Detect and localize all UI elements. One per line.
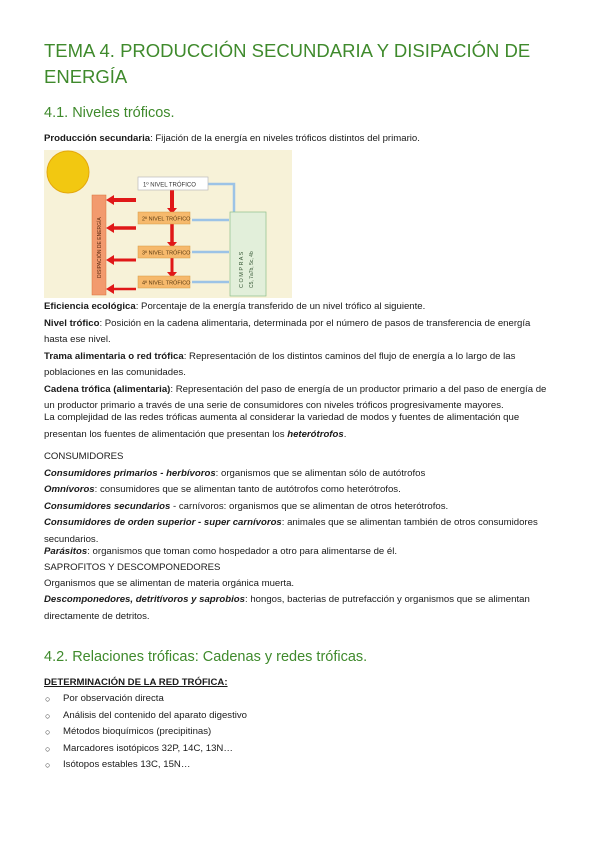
consumidores-secundarios <box>44 499 556 516</box>
trophic-levels-diagram <box>44 150 292 298</box>
parasitos <box>44 544 556 561</box>
energy-dissipation-label: DISIPACIÓN DE ENERGÍA <box>97 217 103 278</box>
list-item-text: Marcadores isotópicos 32P, 14C, 13N… <box>63 742 233 754</box>
section-heading-relaciones: 4.2. Relaciones tróficas: Cadenas y redes tróficas. <box>44 649 368 665</box>
emphasis: heterótrofos <box>287 428 344 440</box>
def-eficiencia-ecologica <box>44 299 556 316</box>
end: . <box>343 428 347 440</box>
definition: : organismos que toman como hospedador a otro para alimentarse de él. <box>87 546 398 557</box>
determinacion-heading: DETERMINACIÓN DE LA RED TRÓFICA: <box>44 677 228 688</box>
definition: : organismos que se alimentan sólo de autótrofos <box>215 467 426 479</box>
consumidores-heading: CONSUMIDORES <box>44 451 124 462</box>
list-item <box>44 757 544 774</box>
level-label-3: 3º NIVEL TRÓFICO <box>142 250 191 257</box>
consumidores-primarios <box>44 466 556 483</box>
section-heading-niveles: 4.1. Niveles tróficos. <box>44 105 175 121</box>
definition: : Fijación de la energía en niveles tróficos distintos del primario. <box>150 133 420 144</box>
def-produccion-secundaria <box>44 131 556 148</box>
list-item-text: Isótopos estables 13C, 15N… <box>63 759 191 770</box>
def-nivel-trofico <box>44 316 556 349</box>
term: Cadena trófica (alimentaria) <box>44 383 171 395</box>
text: La complejidad de las redes tróficas aumenta al considerar la variedad de modos y fuentes de alimentación que presentan los fuentes de alimentación que presentan los <box>44 412 520 440</box>
definition: : hongos, bacterias de putrefacción y organismos que se alimentan directamente de detritos. <box>44 594 530 622</box>
omnivoros <box>44 482 556 499</box>
saprofitos-text: Organismos que se alimentan de materia orgánica muerta. <box>44 578 295 589</box>
list-item <box>44 691 544 708</box>
definition: : animales que se alimentan también de otros consumidores secundarios. <box>44 517 538 545</box>
determinacion-list <box>44 691 544 774</box>
decomposers-label-1: C O M P R A S <box>239 251 245 288</box>
list-item <box>44 708 544 725</box>
bullet-icon: ○ <box>45 727 51 737</box>
descomponedores <box>44 592 556 625</box>
level-label-1: 1º NIVEL TRÓFICO <box>143 182 196 189</box>
sun-icon <box>47 151 89 193</box>
definition: : consumidores que se alimentan tanto de autótrofos como heterótrofos. <box>94 484 401 495</box>
bullet-icon: ○ <box>45 760 51 770</box>
term: Parásitos <box>44 546 88 557</box>
term: Consumidores de orden superior - super carnívoros <box>44 517 282 528</box>
level-label-2: 2º NIVEL TRÓFICO <box>142 216 191 223</box>
bullet-icon: ○ <box>45 694 51 704</box>
term: Consumidores primarios - herbívoros <box>44 467 216 479</box>
term: Consumidores secundarios <box>44 500 171 512</box>
term: Nivel trófico <box>44 317 100 329</box>
decomposers-label-2: C5, 7a7b, 5c, 4b <box>249 251 255 288</box>
list-item-text: Por observación directa <box>63 693 164 704</box>
list-item <box>44 741 544 758</box>
list-item-text: Métodos bioquímicos (precipitinas) <box>63 726 212 737</box>
decomposers-box <box>230 212 266 296</box>
term: Trama alimentaria o red trófica <box>44 350 184 362</box>
bullet-icon: ○ <box>45 743 51 754</box>
definition: : Representación del paso de energía de un productor primario a del paso de energía de un productor primario a través de una serie de consumidores con niveles tróficos progresivamente mayores. <box>44 383 547 411</box>
level-label-4: 4º NIVEL TRÓFICO <box>142 280 191 287</box>
term: Omnívoros <box>44 484 95 495</box>
saprofitos-heading: SAPROFITOS Y DESCOMPONEDORES <box>44 562 221 573</box>
document-title: TEMA 4. PRODUCCIÓN SECUNDARIA Y DISIPACIÓN DE ENERGÍA <box>44 40 531 87</box>
list-item <box>44 724 544 741</box>
definition: : Porcentaje de la energía transferido de un nivel trófico al siguiente. <box>135 301 426 312</box>
list-item-text: Análisis del contenido del aparato digestivo <box>63 709 248 721</box>
bullet-icon: ○ <box>45 710 51 721</box>
term: Eficiencia ecológica <box>44 301 136 312</box>
def-trama-alimentaria <box>44 349 556 382</box>
term: Descomponedores, detritívoros y saprobios <box>44 594 245 605</box>
definition: - carnívoros: organismos que se alimentan de otros heterótrofos. <box>170 500 449 512</box>
definition: : Posición en la cadena alimentaria, determinada por el número de pasos de transferencia de energía hasta ese nivel. <box>44 317 531 345</box>
term: Producción secundaria <box>44 133 151 144</box>
complejidad-paragraph <box>44 410 556 443</box>
definition: : Representación de los distintos caminos del flujo de energía a lo largo de las poblaciones en las comunidades. <box>44 350 516 378</box>
